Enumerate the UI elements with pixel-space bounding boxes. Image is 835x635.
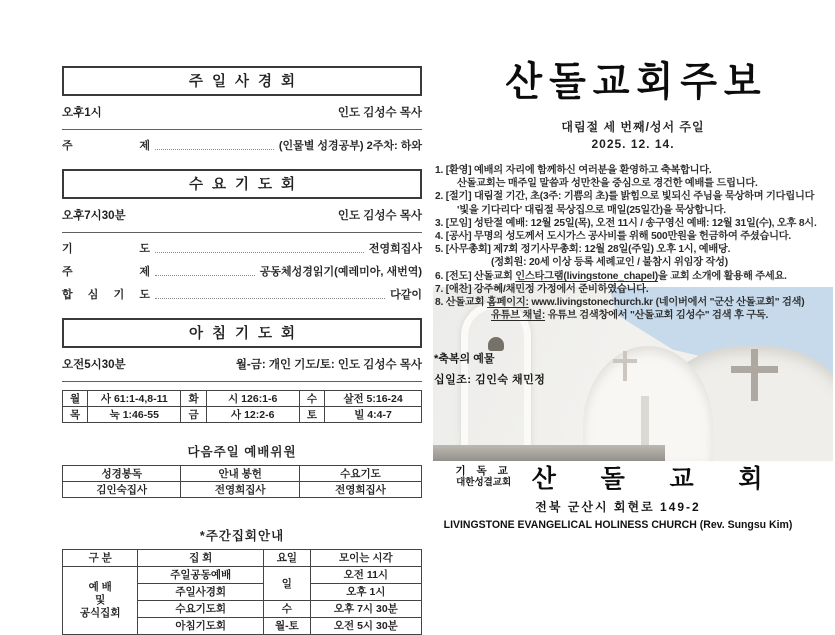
dotted-leader <box>155 251 364 253</box>
header-cell: 수요기도 <box>299 466 421 482</box>
day-cell: 토 <box>299 407 324 423</box>
church-signature <box>433 459 803 531</box>
joint-prayer-label: 합 심 기 도 <box>62 289 150 301</box>
dotted-leader <box>155 297 385 299</box>
meeting-cell: 아침기도회 <box>138 618 264 635</box>
announcement-text: 4. [공사] 무명의 성도께서 도시가스 공사비를 위해 500만원을 헌금하여 주셨습니다. <box>435 231 792 243</box>
reading-cell: 시 126:1-6 <box>206 391 299 407</box>
denomination-top: 기 독 교 <box>455 465 512 477</box>
announcement-line <box>433 230 833 243</box>
reading-cell: 사 61:1-4,8-11 <box>88 391 181 407</box>
table-row <box>63 550 422 567</box>
announcement-link-text: 유튜브 채널: <box>491 310 546 322</box>
meeting-cell: 수요기도회 <box>138 601 264 618</box>
joint-prayer-value: 다같이 <box>390 289 422 301</box>
offering-block <box>434 350 545 387</box>
morning-prayer-time: 오전5시30분 <box>62 359 126 371</box>
header-cell: 성경봉독 <box>63 466 181 482</box>
announcement-line <box>433 270 833 283</box>
time-cell: 오전 11시 <box>310 567 421 584</box>
announcement-link-text: 홈페이지: <box>486 297 529 309</box>
daily-readings-table <box>62 390 422 423</box>
cross-icon <box>623 351 627 381</box>
morning-prayer-info <box>62 356 422 372</box>
announcements <box>433 164 833 322</box>
announcement-line <box>433 204 833 217</box>
wednesday-prayer-leader: 인도 김성수 목사 <box>337 210 422 222</box>
sunday-class-leader: 인도 김성수 목사 <box>337 107 422 119</box>
denomination-bottom: 대한성결교회 <box>456 477 512 488</box>
table-row <box>63 391 422 407</box>
bulletin-title: 산돌교회주보 <box>505 57 768 105</box>
window-slot <box>641 396 649 451</box>
announcement-text: www.livingstonechurch.kr (네이버에서 "군산 산돌교회" 검색) <box>528 297 805 309</box>
left-column <box>62 66 422 635</box>
time-cell: 오전 5시 30분 <box>310 618 421 635</box>
right-column <box>433 50 833 322</box>
announcement-text: (정회원: 20세 이상 등록 세례교인 / 불참시 위임장 작성) <box>491 257 729 269</box>
church-name-row <box>433 459 803 495</box>
announcement-text: 5. [사무총회] 제7회 정기사무총회: 12월 28일(주일) 오후 1시, 예배당. <box>435 244 731 256</box>
announcement-text: 을 교회 소개에 활용해 주세요. <box>657 270 787 282</box>
group-cell <box>63 567 138 635</box>
announcement-text: 1. [환영] 예배의 자리에 함께하신 여러분을 환영하고 축복합니다. <box>435 165 712 176</box>
day-cell: 일 <box>264 567 311 601</box>
morning-prayer-title: 아침기도회 <box>62 318 422 348</box>
announcement-line <box>433 243 833 256</box>
weekly-meetings-table <box>62 549 422 635</box>
announcement-line <box>433 309 833 322</box>
group-label-line: 예 배 <box>88 581 112 593</box>
announcement-line <box>433 296 833 309</box>
value-cell: 전영희집사 <box>299 482 421 498</box>
divider <box>62 381 422 382</box>
prayer-value: 전영희집사 <box>368 243 422 255</box>
dotted-leader <box>155 274 255 276</box>
reading-cell: 빌 4:4-7 <box>325 407 422 423</box>
value-cell: 전영희집사 <box>181 482 299 498</box>
announcement-line <box>433 217 833 230</box>
day-cell: 화 <box>181 391 206 407</box>
announcement-text: 3. [모임] 성탄절 예배: 12월 25일(목), 오전 11시 / 송구영신 예배: 12월 31일(수), 오후 8시. <box>435 217 817 229</box>
topic-value: (인물별 성경공부) 2주차: 하와 <box>278 140 422 152</box>
sunday-class-topic-row <box>62 137 422 153</box>
divider <box>62 129 422 130</box>
announcement-line <box>433 164 833 177</box>
topic-label: 주 제 <box>62 140 150 152</box>
announcement-line <box>433 190 833 203</box>
header-cell: 요일 <box>264 550 311 567</box>
offering-title: *축복의 예물 <box>434 353 495 365</box>
day-cell: 수 <box>299 391 324 407</box>
reading-cell: 살전 5:16-24 <box>325 391 422 407</box>
joint-prayer-row <box>62 286 422 302</box>
meeting-cell: 주일사경회 <box>138 584 264 601</box>
day-cell: 금 <box>181 407 206 423</box>
header-cell: 모이는 시각 <box>310 550 421 567</box>
table-row <box>63 567 422 584</box>
header-cell: 구 분 <box>63 550 138 567</box>
value-cell: 김인숙집사 <box>63 482 181 498</box>
announcement-text: '빛을 기다리다' 대림절 묵상집으로 매일(25일간)을 묵상합니다. <box>457 204 726 216</box>
sunday-class-time: 오후1시 <box>62 107 102 119</box>
day-cell: 수 <box>264 601 311 618</box>
table-row <box>63 407 422 423</box>
announcement-line <box>433 177 833 190</box>
next-week-title: 다음주일 예배위원 <box>187 445 297 459</box>
wednesday-prayer-title: 수요기도회 <box>62 169 422 199</box>
day-cell: 월-토 <box>264 618 311 635</box>
bulletin-subtitle: 대림절 세 번째/성서 주일 <box>561 120 705 134</box>
announcement-text: 산돌교회는 매주일 말씀과 성만찬을 중심으로 경건한 예배를 드립니다. <box>457 178 758 190</box>
topic-label: 주 제 <box>62 266 150 278</box>
church-name: 산 돌 교 회 <box>531 464 781 493</box>
prayer-row <box>62 240 422 256</box>
church-english-name: LIVINGSTONE EVANGELICAL HOLINESS CHURCH (Rev. Sungsu Kim) <box>443 518 793 532</box>
sunday-class-title: 주일사경회 <box>62 66 422 96</box>
meeting-cell: 주일공동예배 <box>138 567 264 584</box>
announcement-link-text: 인스타그램(livingstone_chapel) <box>515 270 658 282</box>
announcement-text: 7. [애찬] 강주혜/채민정 가정에서 준비하였습니다. <box>435 283 649 295</box>
group-label-line: 및 <box>95 594 106 606</box>
announcement-text: 2. [절기] 대림절 기간, 초(3주: 기쁨의 초)를 밝힘으로 빛되신 주님을 묵상하며 기다립니다 <box>435 191 815 203</box>
reading-cell: 눅 1:46-55 <box>88 407 181 423</box>
topic-value: 공동체성경읽기(예레미아, 새번역) <box>259 266 422 278</box>
offering-line: 십일조: 김인숙 채민정 <box>434 374 546 386</box>
bulletin-date: 2025. 12. 14. <box>591 137 675 151</box>
wednesday-prayer-time: 오후7시30분 <box>62 210 126 222</box>
day-cell: 월 <box>63 391 88 407</box>
church-address: 전북 군산시 회현로 149-2 <box>535 500 701 514</box>
time-cell: 오후 1시 <box>310 584 421 601</box>
topic-row <box>62 263 422 279</box>
header-cell: 안내 봉헌 <box>181 466 299 482</box>
wednesday-prayer-info <box>62 207 422 223</box>
time-cell: 오후 7시 30분 <box>310 601 421 618</box>
announcement-line <box>433 283 833 296</box>
header-cell: 집 회 <box>138 550 264 567</box>
prayer-label: 기 도 <box>62 243 150 255</box>
cross-icon <box>751 349 758 401</box>
bell-icon <box>488 337 504 351</box>
announcement-line <box>433 256 833 269</box>
reading-cell: 사 12:2-6 <box>206 407 299 423</box>
day-cell: 목 <box>63 407 88 423</box>
denomination-label <box>456 466 512 488</box>
table-row <box>63 482 422 498</box>
sunday-class-info <box>62 104 422 120</box>
worship-committee-table <box>62 465 422 498</box>
table-row <box>63 466 422 482</box>
announcement-text: 유튜브 검색창에서 "산돌교회 김성수" 검색 후 구독. <box>545 310 769 322</box>
announcement-text: 8. 산돌교회 <box>435 297 487 309</box>
dotted-leader <box>155 148 274 150</box>
announcement-text: 6. [전도] 산돌교회 <box>435 270 516 282</box>
group-label-line: 공식집회 <box>79 607 121 619</box>
cross-icon <box>613 359 637 363</box>
divider <box>62 232 422 233</box>
morning-prayer-leader: 월-금: 개인 기도/토: 인도 김성수 목사 <box>235 359 422 371</box>
cross-icon <box>731 366 778 373</box>
weekly-meetings-title: *주간집회안내 <box>199 529 285 543</box>
